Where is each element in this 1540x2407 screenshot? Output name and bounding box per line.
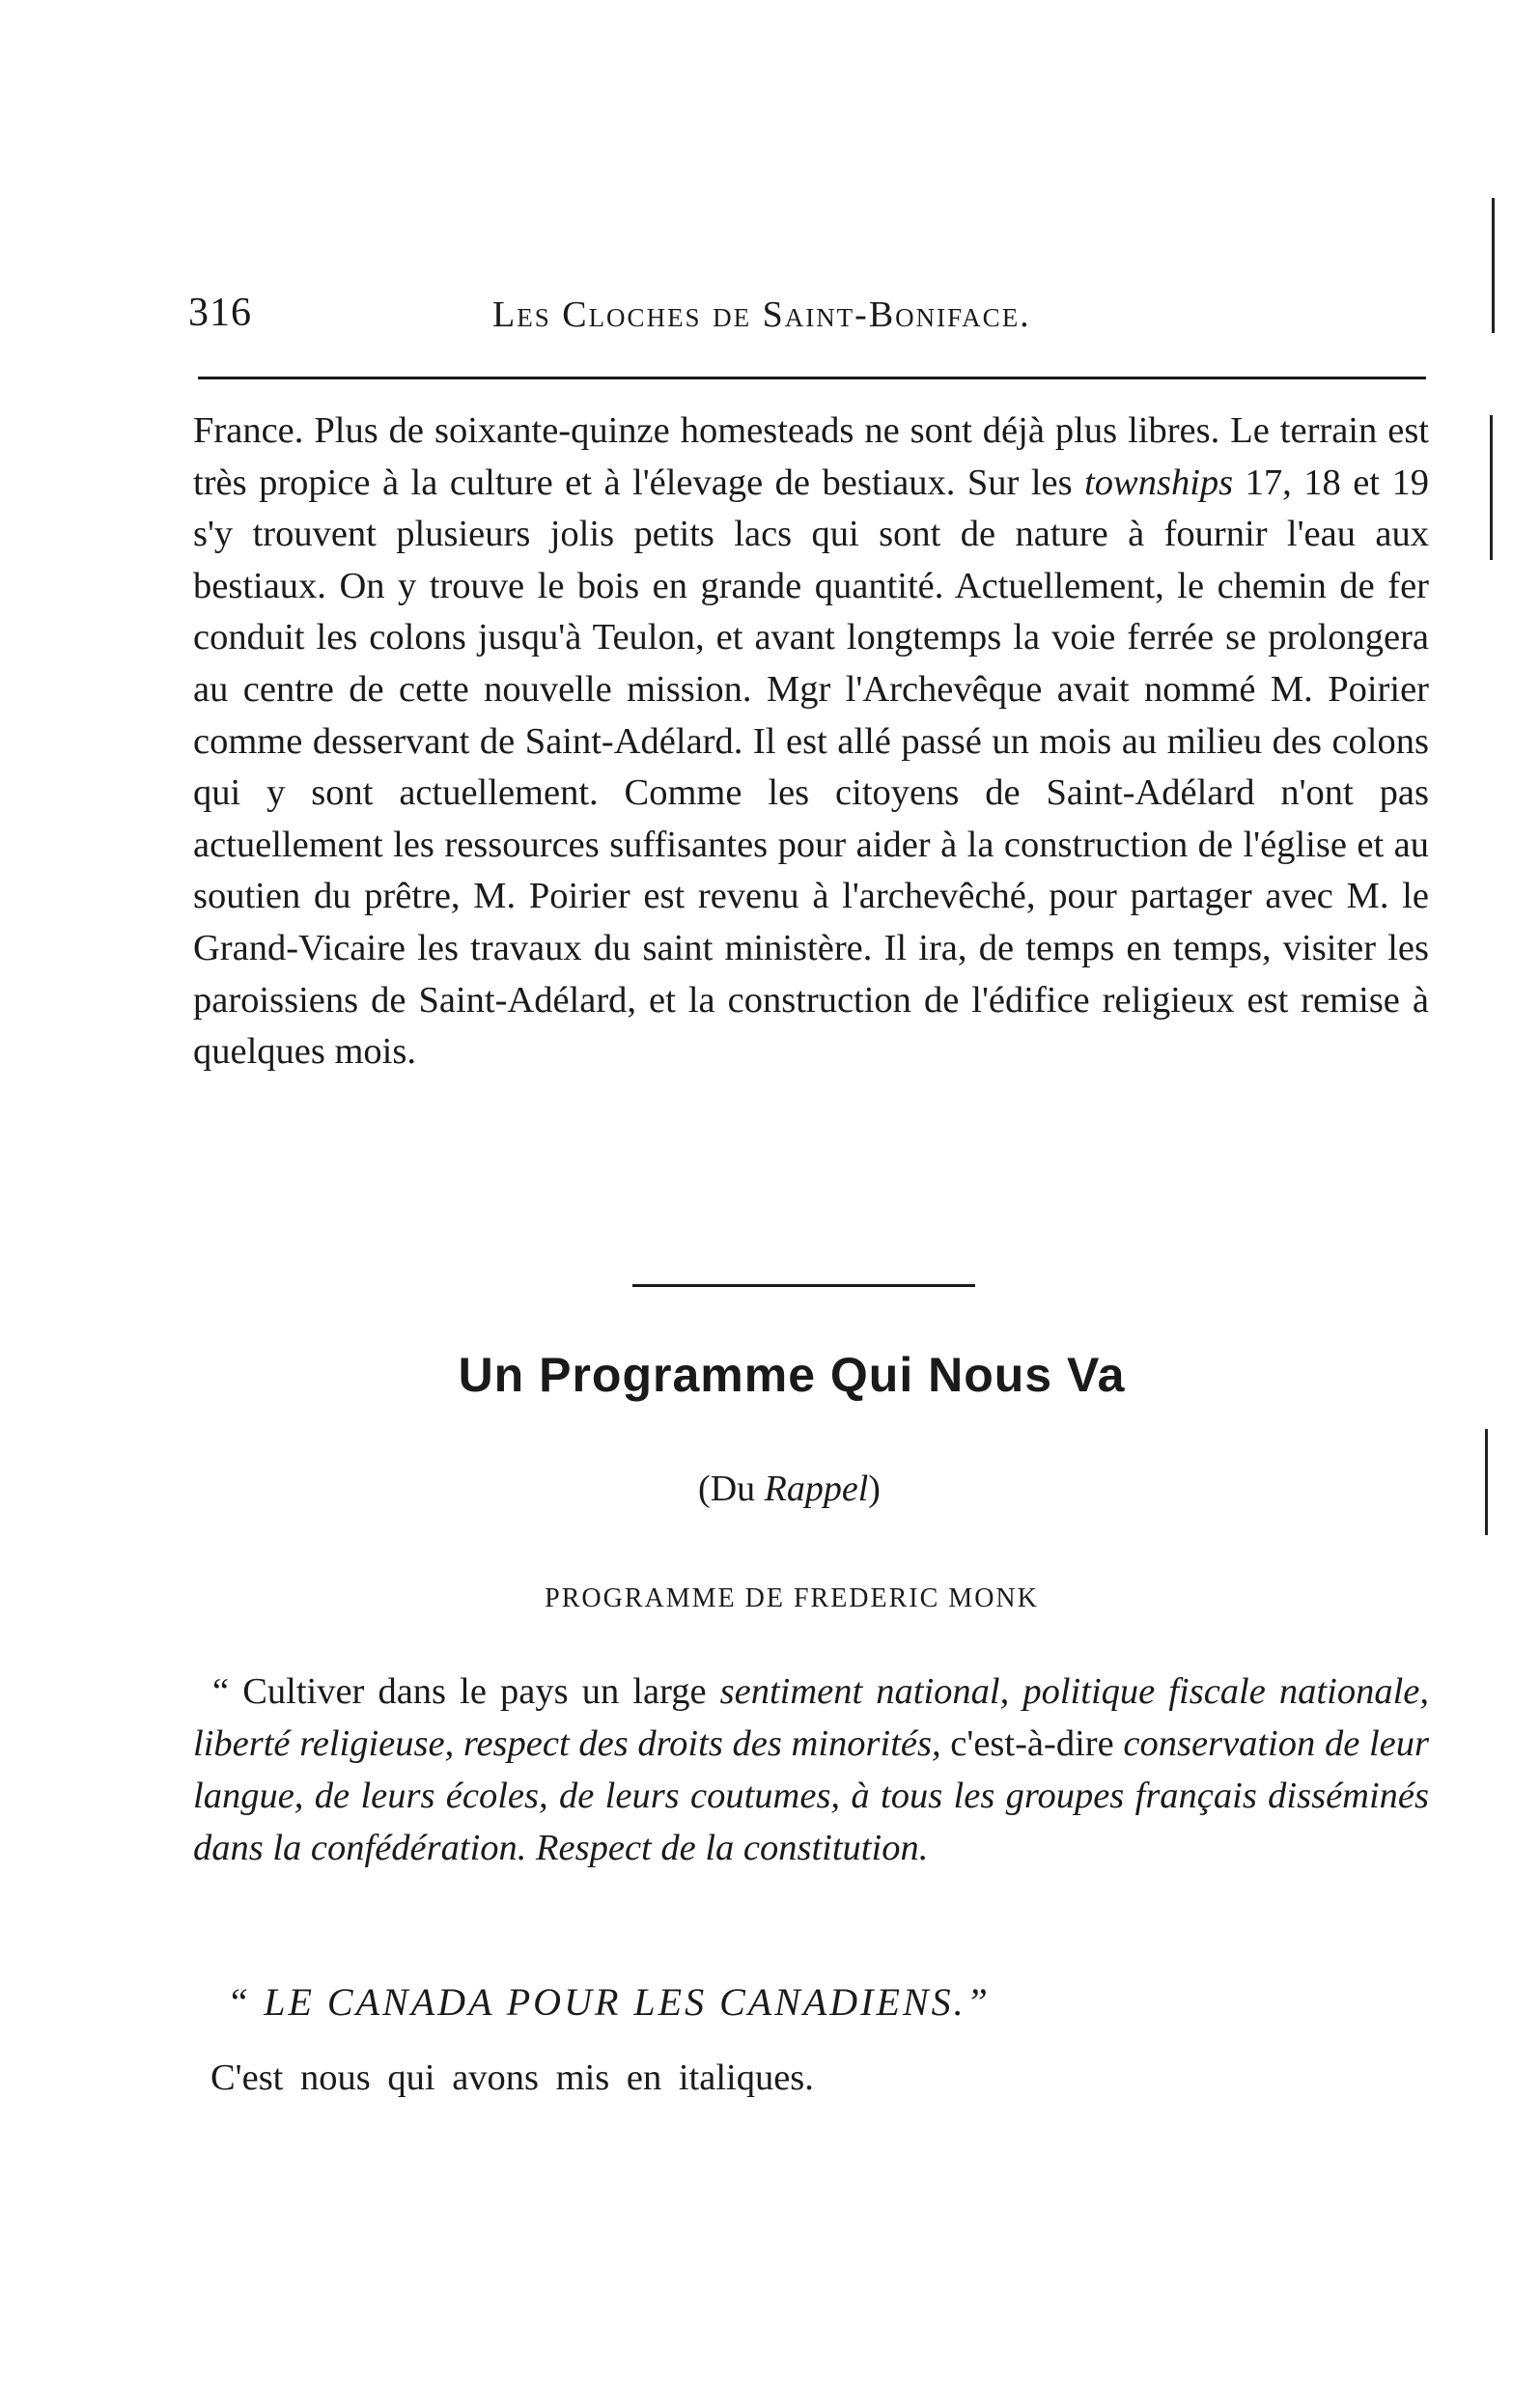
quote-text: c'est-à-dire	[940, 1723, 1124, 1764]
header-rule	[198, 377, 1426, 379]
section-title: Un Programme Qui Nous Va	[458, 1348, 1126, 1402]
running-title: Les Cloches de Saint-Boniface.	[492, 294, 1031, 335]
source-line	[0, 1468, 1540, 1510]
program-quote	[193, 1665, 1429, 1874]
source-open: (Du	[698, 1469, 765, 1509]
editor-note: C'est nous qui avons mis en italiques.	[210, 2057, 814, 2098]
body-text-part: 17, 18 et 19 s'y trouvent plusieurs jolis petits lacs qui sont de nature à fournir l'eau aux bestiaux. On y trouve le bois en grande quantité. Actuellement, le chemin de fer conduit les colons jusqu'à Teulon, et avant longtemps la voie ferrée se prolongera au centre de cette nouvelle mission. Mgr l'Archevêque avait nommé M. Poirier comme desservant de Saint-Adélard. Il est allé passé un mois au milieu des colons qui y sont actuellement. Comme les citoyens de Saint-Adélard n'ont pas actuellement les ressources suffisantes pour aider à la construction de l'église et au soutien du prêtre, M. Poirier est revenu à l'archevêché, pour partager avec M. le Grand-Vicaire les travaux du saint ministère. Il ira, de temps en temps, visiter les paroissiens de Saint-Adélard, et la construction de l'édifice religieux est remise à quelques mois.	[193, 462, 1429, 1073]
source-name: Rappel	[764, 1469, 869, 1509]
slogan: “ LE CANADA POUR LES CANADIENS.”	[227, 1980, 991, 2024]
section-divider	[632, 1284, 975, 1287]
page-number: 316	[188, 291, 252, 335]
body-paragraph	[193, 406, 1429, 1078]
source-close: )	[868, 1469, 881, 1509]
scan-edge-mark	[1492, 198, 1495, 333]
quote-italic: sentiment national, politique fiscale nationale, liberté religieuse, respect des droits des minorités,	[193, 1671, 1429, 1764]
quote-text: “ Cultiver dans le pays un large	[212, 1671, 720, 1712]
scan-edge-mark	[1490, 415, 1493, 560]
running-head	[188, 290, 1443, 348]
program-heading: PROGRAMME DE FREDERIC MONK	[545, 1583, 1039, 1613]
body-text-part: France. Plus de soixante-quinze homesteads ne sont déjà plus libres. Le terrain est très propice à la culture et à l'élevage de bestiaux. Sur les	[193, 410, 1429, 503]
quote-italic: conservation de leur langue, de leurs écoles, de leurs coutumes, à tous les groupes français disséminés dans la confédération. Respect de la constitution.	[193, 1723, 1429, 1868]
body-text-italic: townships	[1084, 462, 1234, 503]
